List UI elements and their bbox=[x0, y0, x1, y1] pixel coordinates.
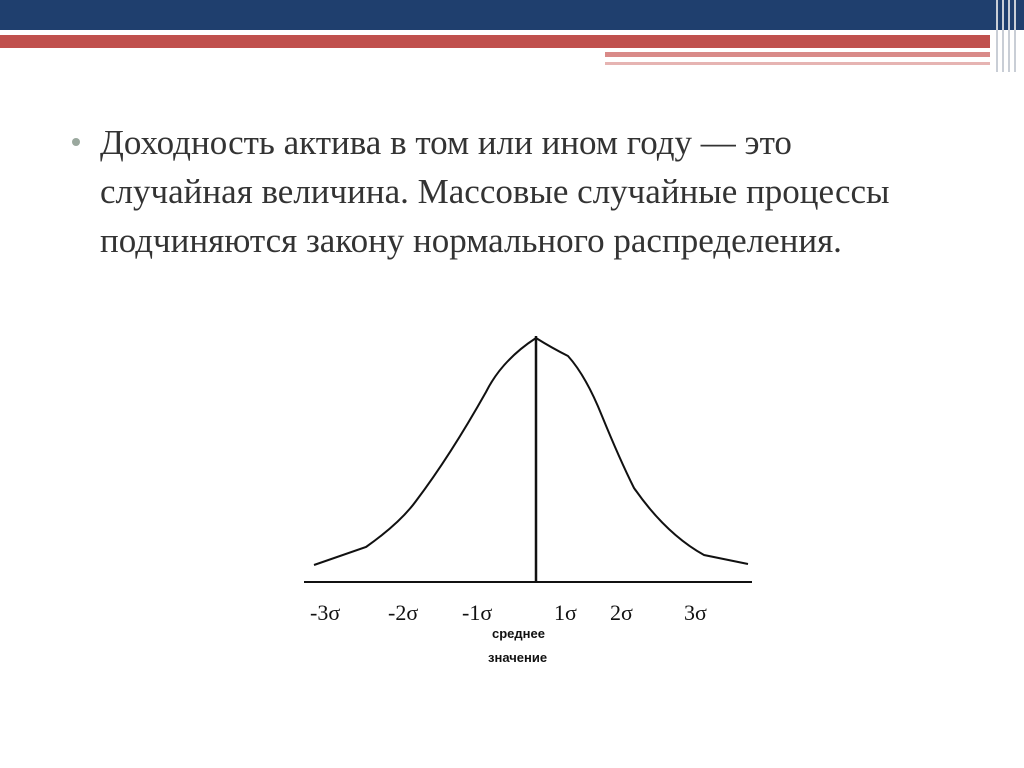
tick-label-minus-1: -1σ bbox=[462, 600, 493, 625]
tick-label-2: 2σ bbox=[610, 600, 633, 625]
header-red-band bbox=[0, 35, 990, 48]
header-red-stripe-thin bbox=[605, 62, 990, 65]
bullet-text: Доходность актива в том или ином году — это случайная величина. Массовые случайные процессы подчиняются закону нормального распределения. bbox=[100, 123, 890, 260]
normal-distribution-diagram bbox=[290, 328, 770, 678]
bell-curve bbox=[314, 338, 748, 565]
header-blue-band bbox=[0, 0, 1024, 30]
tick-label-minus-3: -3σ bbox=[310, 600, 341, 625]
mean-label-line2: значение bbox=[488, 650, 548, 665]
tick-label-1: 1σ bbox=[554, 600, 577, 625]
header-red-stripe bbox=[605, 52, 990, 57]
header-side-lines bbox=[992, 0, 1024, 72]
mean-label-line1: среднее bbox=[492, 626, 545, 641]
tick-label-minus-2: -2σ bbox=[388, 600, 419, 625]
tick-label-3: 3σ bbox=[684, 600, 707, 625]
bullet-icon bbox=[72, 138, 80, 146]
